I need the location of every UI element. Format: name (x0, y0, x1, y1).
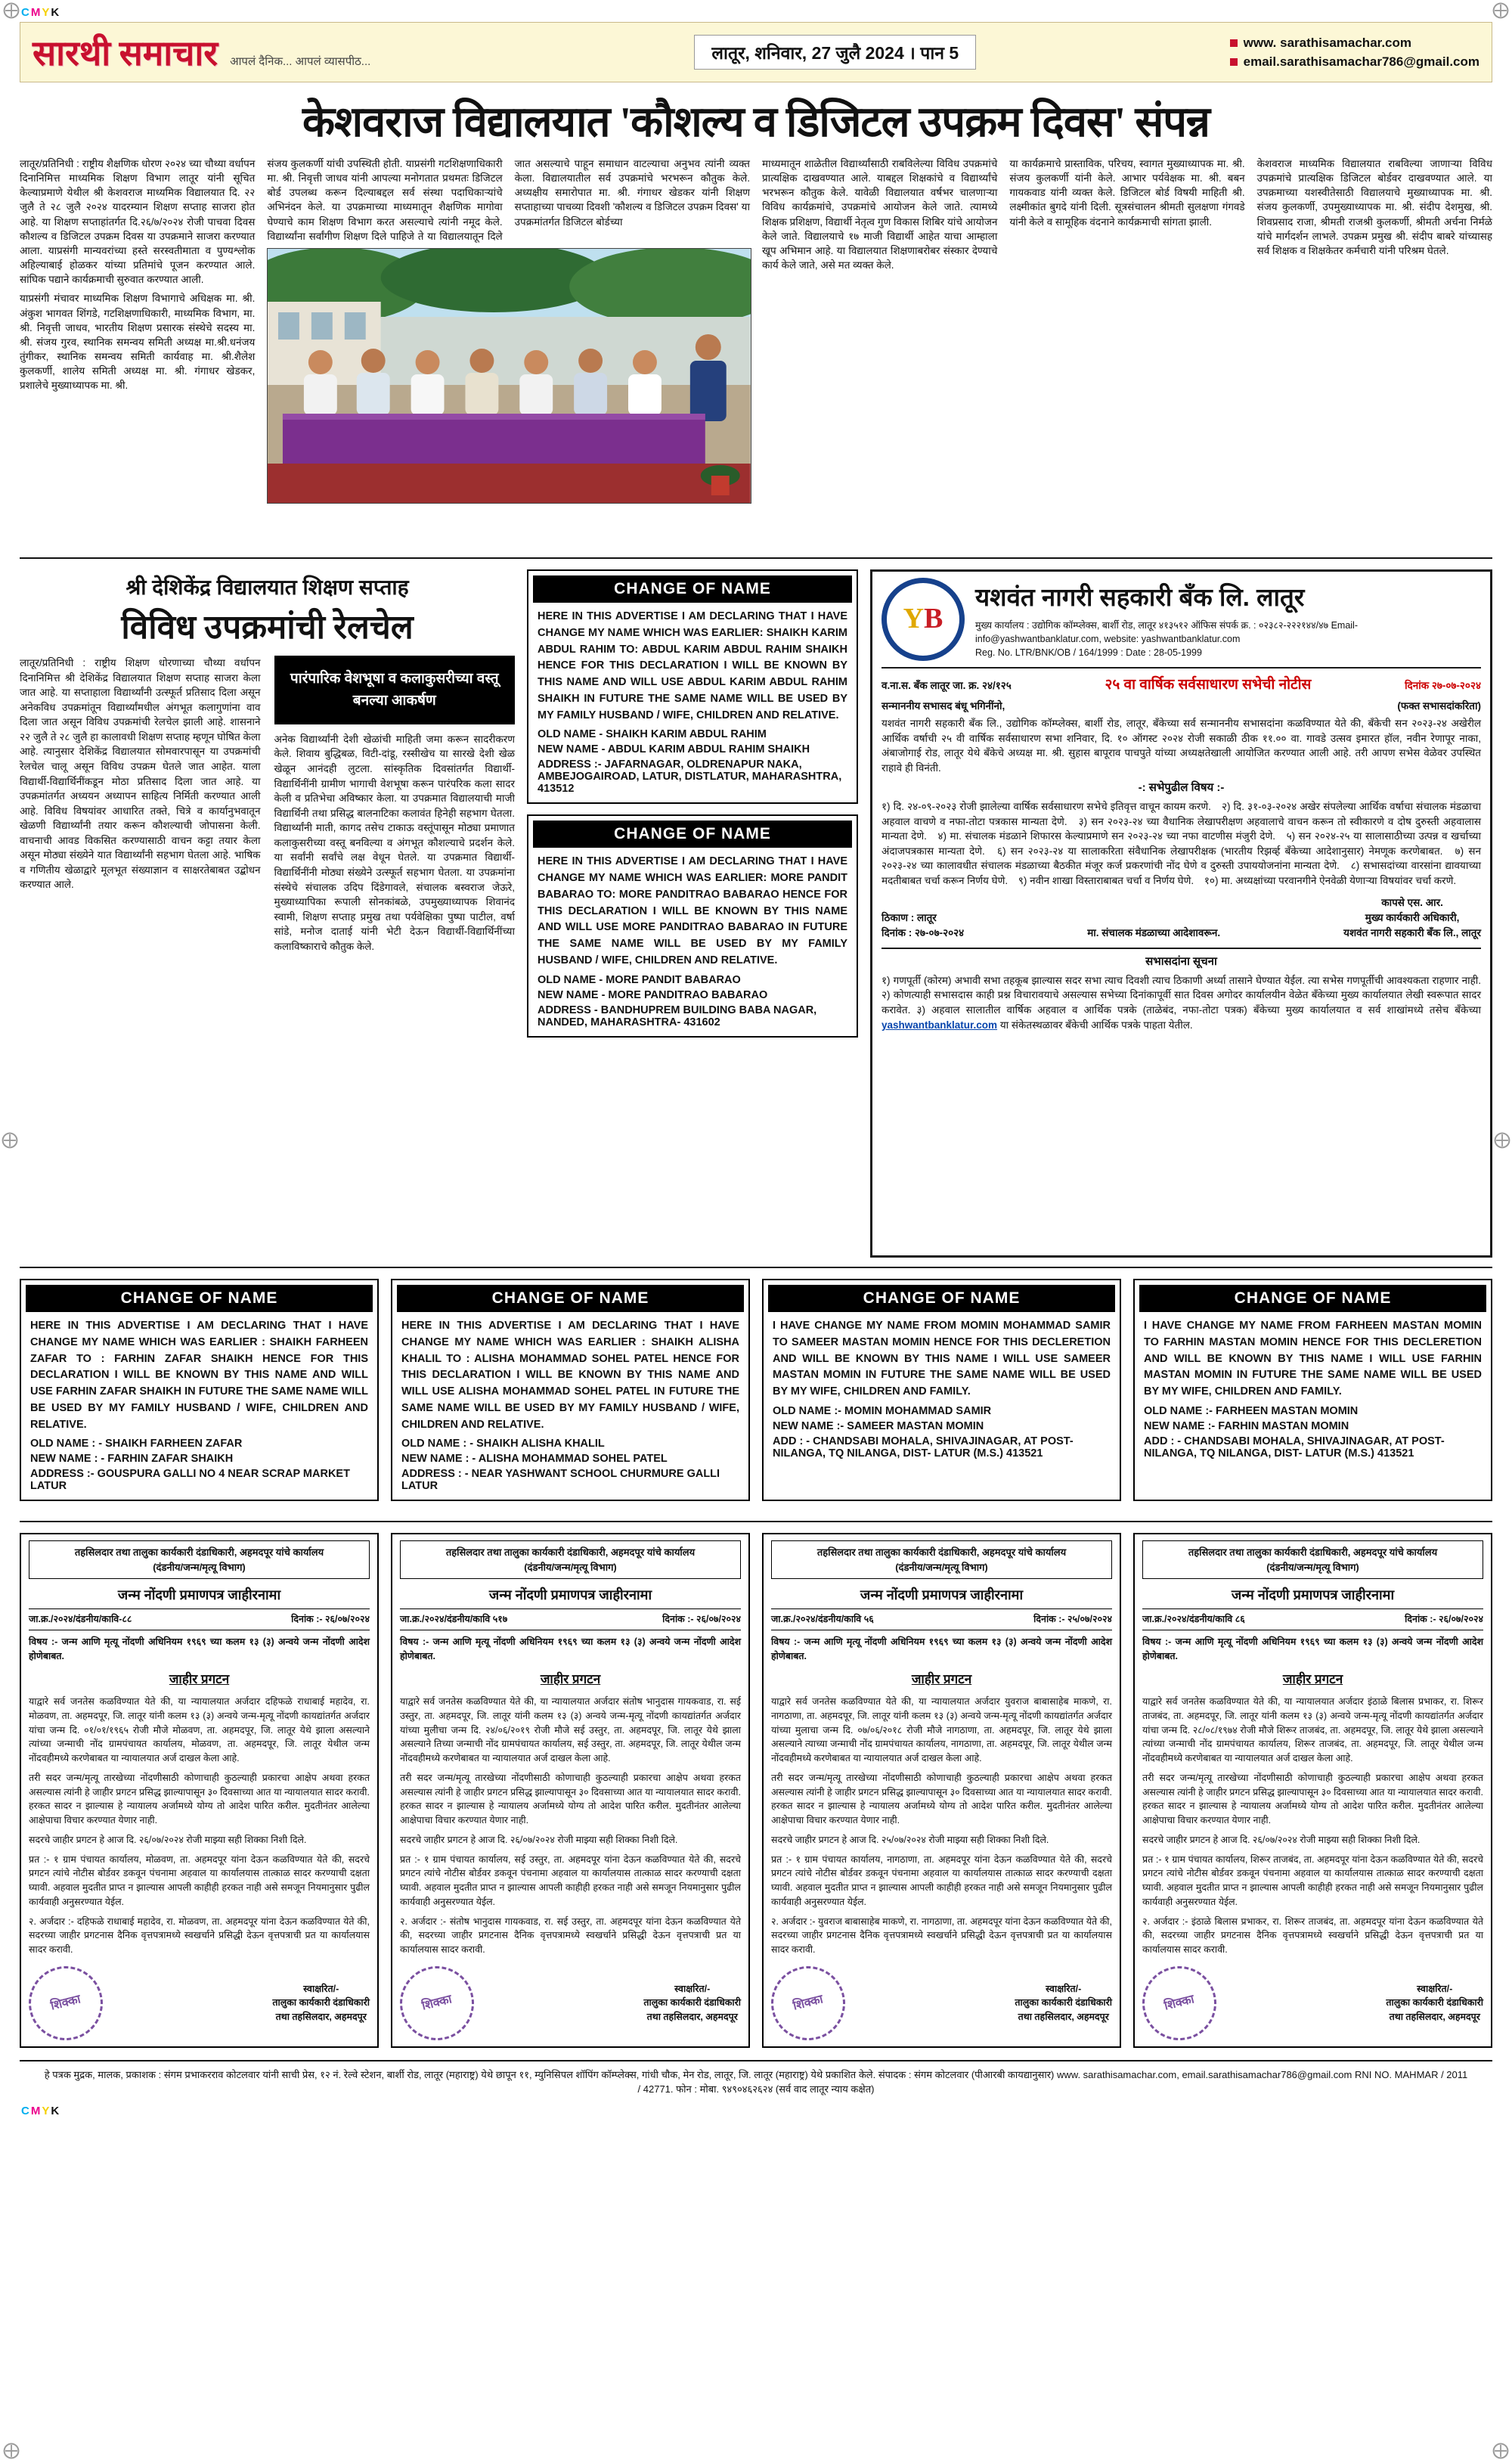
article-paragraph: अनेक विद्यार्थ्यांनी देशी खेळांची माहिती जमा करून सादरीकरण केले. शिवाय बुद्धिबळ, विटी-दांडू, रस्सीखेच या सारखे देशी खेळ खेळून आनंदही लुटला. सांस्कृतिक दिवसांतर्गत विद्यार्थी-विद्यार्थिनींनी ग्रामीण भागाची वेशभूषा करून पारंपरिक कला सादर केली व प्रतिभेचा अविष्कार केला. या उपक्रमात विद्यालयाची माजी विद्यार्थिनी तथा प्रसिद्ध बालनाटिका कलावंत हिनेही सहभाग घेतला. विद्यार्थ्यांनी माती, कागद तसेच टाकाऊ वस्तूंपासून मोठ्या प्रमाणात कलाकुसरीच्या वस्तू बनविल्या व अंगभूत कौशल्याचे प्रदर्शन केले. या सर्वांनी सर्वांचे लक्ष वेधून घेतले. या उपक्रमात विद्यार्थी-विद्यार्थिनींनी मोठ्या संख्येने उत्स्फूर्त सहभाग घेतला. या उपक्रमांना संस्थेचे संचालक उदिप दिंडेगावले, संचालक बस्वराज जेऊरे, मुख्याध्यापिका रूपाली सोनकांबळे, उपमुख्याध्यापक शिवानंद स्वामी, शिक्षण सप्ताह प्रमुख तथा पर्यवेक्षिका पुष्पा पाटील, वर्षा सांडे, मनोज दाताई यांनी भेटी देऊन विद्यार्थी-विद्यार्थिनींच्या कलाविष्काराचे कौतुक केले. (274, 733, 515, 952)
address-line: ADDRESS :- GOUSPURA GALLI NO 4 NEAR SCRAP MARKET LATUR (30, 1468, 350, 1493)
office-department: (दंडनीय/जन्म/मृत्यू विभाग) (153, 1561, 246, 1573)
lead-column-6 (1257, 157, 1492, 550)
notice-paragraph: तरी सदर जन्म/मृत्यू तारखेच्या नोंदणीसाठी कोणाचाही कुठल्याही प्रकारचा आक्षेप अथवा हरकत असल्यास त्यांनी हे जाहीर प्रगटन प्रसिद्ध झाल्यापासून ३० दिवसाच्या आत या न्यायालयात सादर करावी. हरकत सादर न झाल्यास हे न्यायालय अर्जामध्ये योग्य तो आदेश पारित करील. मुदतीनंतर आलेल्या आक्षेपाचा विचार करण्यात येणार नाही. (1142, 1772, 1483, 1826)
notice-date: दिनांक :- २६/०७/२०२४ (662, 1614, 741, 1625)
notice-header: CHANGE OF NAME (768, 1285, 1115, 1312)
notice-body: I HAVE CHANGE MY NAME FROM MOMIN MOHAMMAD SAMIR TO SAMEER MASTAN MOMIN HENCE FOR THIS DECLERETION AND WILL BE KNOWN BY THIS NAME I WILL USE SAMEER MASTAN MOMIN IN FUTURE THE SAME NAME WILL BE USED BY MY WIFE, CHILDREN AND FAMILY. (773, 1320, 1111, 1398)
old-name-line: OLD NAME : - SHAIKH ALISHA KHALIL (401, 1438, 605, 1450)
name-change-notice (1133, 1279, 1492, 1501)
signature-line: तालुका कार्यकारी दंडाधिकारी (643, 1997, 741, 2009)
signature-block (1386, 1982, 1483, 2024)
masthead-email-row (1230, 54, 1479, 70)
notice-subject: विषय :- जन्म आणि मृत्यू नोंदणी अधिनियम १९६९ च्या कलम १३ (३) अन्वये जन्म नोंदणी आदेश होणेबाबत. (771, 1636, 1112, 1661)
reference-number: जा.क्र./२०२४/दंडनीय/कावि ८६ (1142, 1614, 1245, 1625)
lead-paragraph: केशवराज माध्यमिक विद्यालयात राबविल्या जाणाऱ्या विविध उपक्रमांचे प्रात्यक्षिक डिजिटल बोर्डवर दाखवण्यात आले. या उपक्रमाच्या यशस्वीतेसाठी विद्यालयाचे मुख्याध्यापक मा. श्री. संजय कुलकर्णी, उपमुख्याध्यापक मा. श्री. संदीप देशमुख, श्री. शिवप्रसाद राजा, श्रीमती राजश्री कुलकर्णी, श्रीमती अर्चना निर्मळे यांचे मार्गदर्शन लाभले. उपक्रम प्रमुख श्री. संदीप बाबरे यांच्यासह सर्व शिक्षक व शिक्षकेतर कर्मचारी यांनी परिश्रम घेतले. (1256, 158, 1492, 256)
bank-logo (881, 578, 965, 661)
new-name-line: NEW NAME : - FARHIN ZAFAR SHAIKH (30, 1453, 234, 1466)
signature-line: स्वाक्षरित/- (674, 1983, 711, 1994)
old-name-line: OLD NAME : - SHAIKH FARHEEN ZAFAR (30, 1438, 243, 1450)
cmyk-print-mark (21, 2105, 1492, 2117)
officer-name: कापसे एस. आर. (1381, 897, 1443, 909)
office-department: (दंडनीय/जन्म/मृत्यू विभाग) (1266, 1561, 1359, 1573)
signature-block (1015, 1982, 1112, 2024)
name-change-notice (20, 1279, 379, 1501)
name-change-notice (391, 1279, 750, 1501)
cmyk-letter: M (30, 6, 42, 19)
birth-notice (20, 1533, 379, 2048)
agenda-item: ८) सभासदांच्या वारसांना द्यावयाच्या मदतीबाबत चर्चा करून निर्णय घेणे. (881, 860, 1481, 886)
address-line: ADD : - CHANDSABI MOHALA, SHIVAJINAGAR, AT POST- NILANGA, TQ NILANGA, DIST- LATUR (M.S.) 413521 (773, 1435, 1074, 1460)
officer-designation: मुख्य कार्यकारी अधिकारी, (1365, 912, 1460, 924)
bank-advertisement (870, 569, 1492, 1258)
bank-logo-letter: Y (903, 603, 925, 635)
bank-address: मुख्य कार्यालय : उद्योगिक कॉम्प्लेक्स, बार्शी रोड, लातूर ४१३५१२ ऑफिस संपर्क क्र. : ०२३८२-२२२१४४/४७ Email-info@yashwantbanklatur.com, website: yashwantbanklatur.com (975, 619, 1358, 644)
notice-title: जन्म नोंदणी प्रमाणपत्र जाहीरनामा (488, 1587, 652, 1603)
notice-subject: विषय :- जन्म आणि मृत्यू नोंदणी अधिनियम १९६९ च्या कलम १३ (३) अन्वये जन्म नोंदणी आदेश होणेबाबत. (29, 1636, 370, 1661)
middle-section (20, 569, 1492, 1268)
bank-registration: Reg. No. LTR/BNK/OB / 164/1999 : Date : 28-05-1999 (975, 647, 1202, 658)
new-name-line: NEW NAME : - ALISHA MOHAMMAD SOHEL PATEL (401, 1453, 668, 1466)
notice-paragraph: २. अर्जदार :- युवराज बाबासाहेब माकणे, रा. नागठाणा, ता. अहमदपूर यांना देऊन कळविण्यात येते की, सदरच्या जाहीर प्रगटनास दैनिक वृत्तपत्रामध्ये स्वखर्चाने प्रसिद्धी देऊन वृत्तपत्राची प्रत या कार्यालयास सादर करावी. (771, 1916, 1112, 1955)
office-header (1142, 1540, 1483, 1579)
notice-place: ठिकाण : लातूर (881, 912, 937, 924)
office-department: (दंडनीय/जन्म/मृत्यू विभाग) (524, 1561, 617, 1573)
lead-column-5 (1009, 157, 1244, 550)
notice-subject: विषय :- जन्म आणि मृत्यू नोंदणी अधिनियम १९६९ च्या कलम १३ (३) अन्वये जन्म नोंदणी आदेश होणेबाबत. (1142, 1636, 1483, 1661)
signature-block (643, 1982, 741, 2024)
cmyk-letter: C (21, 2104, 31, 2117)
registration-mark-icon: ⨁ (1494, 1130, 1510, 1149)
notice-paragraph: याद्वारे सर्व जनतेस कळविण्यात येते की, या न्यायालयात अर्जदार दहिफळे राधाबाई महादेव, रा. मोळवण, ता. अहमदपूर, जि. लातूर यांनी कलम १३ (३) अन्वये जन्म-मृत्यू नोंदणी कायद्यांतर्गत अर्जदार यांचा जन्म दि. ०१/०१/१९६५ रोजी मौजे मोळवण, ता. अहमदपूर, जि. लातूर येथे झाला असल्याने त्यांच्या जन्माची नोंद ग्रामपंचायत कार्यालय, मोळवण, ता. अहमदपूर, जि. लातूर येथील जन्म नोंदवहीमध्ये करणेबाबत या न्यायालयात अर्ज दाखल केला आहे. (29, 1696, 370, 1764)
imprint-text: हे पत्रक मुद्रक, मालक, प्रकाशक : संगम प्रभाकरराव कोटलवार यांनी साची प्रेस, १२ नं. रेल्वे स्टेशन, बार्शी रोड, लातूर (महाराष्ट्र) येथे छापून ११, म्युनिसिपल शॉपिंग कॉम्प्लेक्स, गांधी चौक, मेन रोड, लातूर, जि. लातूर (महाराष्ट्र) येथे प्रकाशित केले. संपादक : संगम कोटलवार (पीआरबी कायद्यानुसार) www. sarathisamachar.com, email.sarathisamachar786@gmail.com RNI NO. MAHMAR / 2011 / 42771. फोन : मोबा. ९४९०४६२६२४ (सर्व वाद लातूर न्याय कक्षेत) (44, 2068, 1468, 2095)
notice-paragraph: याद्वारे सर्व जनतेस कळविण्यात येते की, या न्यायालयात अर्जदार इंठाळे बिलास प्रभाकर, रा. शिरूर ताजबंद, ता. अहमदपूर, जि. लातूर यांनी कलम १३ (३) अन्वये जन्म-मृत्यू नोंदणी कायद्यांतर्गत अर्जदार यांचा जन्म दि. २८/०८/१९७४ रोजी मौजे शिरूर ताजबंद, ता. अहमदपूर, जि. लातूर येथे झाला असल्याने त्यांच्या जन्माची नोंद ग्रामपंचायत कार्यालय, शिरूर ताजबंद, ता. अहमदपूर, जि. लातूर येथील जन्म नोंदवहीमध्ये करणेबाबत या न्यायालयात अर्ज दाखल केला आहे. (1142, 1696, 1483, 1764)
second-article-body (20, 656, 515, 954)
address-line: ADDRESS :- JAFARNAGAR, OLDRENAPUR NAKA, AMBEJOGAIROAD, LATUR, DISTLATUR, MAHARASHTRA, 413512 (538, 758, 842, 796)
signature-line: तथा तहसिलदार, अहमदपूर (1389, 2012, 1480, 2023)
signature-block (272, 1982, 370, 2024)
reference-number: जा.क्र./२०२४/दंडनीय/कावि-८८ (29, 1614, 132, 1625)
agm-notice-title: २५ वा वार्षिक सर्वसाधारण सभेची नोटीस (1105, 677, 1312, 693)
notice-paragraph: २. अर्जदार :- संतोष भानुदास गायकवाड, रा. सई उस्तुर, ता. अहमदपूर यांना देऊन कळविण्यात येते की, सदरच्या जाहीर प्रगटनास दैनिक वृत्तपत्रामध्ये स्वखर्चाने प्रसिद्धी देऊन वृत्तपत्राची प्रत या कार्यालयास सादर करावी. (400, 1916, 741, 1955)
signature-line: स्वाक्षरित/- (1046, 1983, 1082, 1994)
registration-mark-icon: ⨁ (1492, 2440, 1509, 2459)
lead-paragraph: लातूर/प्रतिनिधी : राष्ट्रीय शैक्षणिक धोरण २०२४ च्या चौथ्या वर्धापन दिनानिमित्त माध्यमिक शिक्षण विभाग लातूर यांनी सूचित केल्याप्रमाणे येथील श्री केशवराज माध्यमिक विद्यालयात दि. २२ जुलै ते २८ जुलै २०२४ यादरम्यान शिक्षण सप्ताह साजरा होत आहे. या शिक्षण सप्ताहांतर्गत दि.२६/७/२०२४ रोजी पाचवा दिवस कौशल्य व डिजिटल उपक्रम दिवस या उपक्रमाने साजरा करण्यात आला. याप्रसंगी मान्यवरांच्या हस्ते सरस्वतीमाता व पुण्यश्लोक अहिल्याबाई होळकर यांच्या प्रतिमांचे पूजन करण्यात आले. सांघिक पद्याने कार्यक्रमाची सुरुवात करण्यात आली. (20, 158, 256, 286)
proclamation-heading: जाहीर प्रगटन (1282, 1671, 1343, 1686)
official-stamp: शिक्का (392, 1958, 482, 2048)
signature-line: तालुका कार्यकारी दंडाधिकारी (272, 1997, 370, 2009)
notice-date: दिनांक :- २६/०७/२०२४ (1405, 1614, 1483, 1625)
agenda-item: ९) नवीन शाखा विस्ताराबाबत चर्चा व निर्णय घेणे. (1018, 874, 1194, 886)
address-line: ADDRESS : - NEAR YASHWANT SCHOOL CHURMURE GALLI LATUR (401, 1468, 720, 1493)
by-order-line: मा. संचालक मंडळाच्या आदेशावरून. (1087, 926, 1221, 938)
dateline: लातूर, शनिवार, 27 जुलै 2024 । पान 5 (694, 35, 976, 70)
signature-line: स्वाक्षरित/- (303, 1983, 339, 1994)
notice-paragraph: २. अर्जदार :- दहिफळे राधाबाई महादेव, रा. मोळवण, ता. अहमदपूर यांना देऊन कळविण्यात येते की, सदरच्या जाहीर प्रगटनास दैनिक वृत्तपत्रामध्ये स्वखर्चाने प्रसिद्धी देऊन वृत्तपत्राची प्रत या कार्यालयास सादर करावी. (29, 1916, 370, 1955)
agenda-item: २) दि. ३१-०३-२०२४ अखेर संपलेल्या आर्थिक वर्षाचा संचालक मंडळाचा अहवाल वाचणे व नफा-तोटा पत्रकास मान्यता देणे. (881, 801, 1481, 827)
notice-header: CHANGE OF NAME (26, 1285, 373, 1312)
salutation: सन्माननीय सभासद बंधू भगिनींनो, (881, 700, 1005, 712)
bank-ref-number: व.ना.स. बँक लातूर जा. क्र. २४/१२५ (881, 680, 1012, 691)
bank-name: यशवंत नागरी सहकारी बँक लि. लातूर (975, 582, 1305, 611)
reference-number: जा.क्र./२०२४/दंडनीय/कावि ५६ (771, 1614, 874, 1625)
notice-paragraph: सदरचे जाहीर प्रगटन हे आज दि. २६/०७/२०२४ रोजी माझ्या सही शिक्का निशी दिले. (1142, 1834, 1421, 1845)
agenda-item: १०) मा. अध्यक्षांच्या परवानगीने ऐनवेळी येणाऱ्या विषयांवर चर्चा करणे. (1204, 874, 1457, 886)
new-name-line: NEW NAME - MORE PANDITRAO BABARAO (538, 988, 768, 1001)
second-article-kicker: श्री देशिकेंद्र विद्यालयात शिक्षण सप्ताह (125, 575, 409, 599)
new-name-line: NEW NAME :- SAMEER MASTAN MOMIN (773, 1419, 984, 1432)
notice-paragraph: प्रत :- १ ग्राम पंचायत कार्यालय, सई उस्तुर, ता. अहमदपूर यांना देऊन कळविण्यात येते की, सदरचे प्रगटन त्यांचे नोटीस बोर्डवर डकवून पंचनामा अहवाल या कार्यालयास तात्काळ सादर करण्याची दक्षता घ्यावी. अहवाल मुदतीत प्राप्त न झाल्यास आपली काहीही हरकत नाही असे समजून नियमानुसार पुढील कार्यवाही अनुसरण्यात येईल. (400, 1854, 741, 1907)
highlight-box: पारंपारिक वेशभूषा व कलाकुसरीच्या वस्तू बनल्या आकर्षण (274, 656, 516, 724)
notice-date: दिनांक :- २६/०७/२०२४ (291, 1614, 370, 1625)
notice-body: HERE IN THIS ADVERTISE I AM DECLARING THAT I HAVE CHANGE MY NAME WHICH WAS EARLIER: SHAIKH KARIM ABDUL RAHIM TO: ABDUL KARIM ABDUL RAHIM SHAIKH HENCE FOR THIS DECLARATION I WILL BE KNOWN BY THIS NAME AND WILL USE ABDUL KARIM ABDUL RAHIM SHAIKH IN FUTURE THE SAME NAME WILL BE USED BY MY FAMILY HUSBAND / WIFE, CHILDREN AND RELATIVE. (538, 610, 847, 721)
old-name-line: OLD NAME :- FARHEEN MASTAN MOMIN (1144, 1404, 1359, 1417)
members-note-heading: सभासदांना सूचना (881, 948, 1481, 970)
signature-line: तथा तहसिलदार, अहमदपूर (646, 2012, 738, 2023)
lead-paragraph: संजय कुलकर्णी यांची उपस्थिती होती. याप्रसंगी गटशिक्षणाधिकारी मा. श्री. निवृत्ती जाधव यांनी आपल्या मनोगतात प्रथमतः डिजिटल बोर्ड उपलब्ध करून दिल्याबद्दल सर्व संस्था पदाधिकाऱ्यांचे अभिनंदन केले. या उपक्रमाच्या माध्यमातून शैक्षणिक मागोवा घेण्याचे काम शिक्षण विभाग करत असल्याचे त्यांनी नमूद केले. विद्यार्थ्यांना सर्वांगीण शिक्षण दिले पाहिजे ते या विद्यालयातून दिले जात असल्याचे पाहून समाधान वाटल्याचा अनुभव त्यांनी व्यक्त केला. विद्यालयातील सर्व उपक्रमांचे भरभरून कौतुक केले. अध्यक्षीय समारोपात मा. श्री. गंगाधर खेडकर यांनी शिक्षण सप्ताहाच्या पाचव्या दिवशी 'कौशल्य व डिजिटल उपक्रम दिवस' या उपक्रमांतर्गत डिजिटल बोर्डच्या (267, 158, 750, 242)
lead-photo-block (267, 157, 750, 550)
office-header (771, 1540, 1112, 1579)
notice-subject: विषय :- जन्म आणि मृत्यू नोंदणी अधिनियम १९६९ च्या कलम १३ (३) अन्वये जन्म नोंदणी आदेश होणेबाबत. (400, 1636, 741, 1661)
office-name: तहसिलदार तथा तालुका कार्यकारी दंडाधिकारी, अहमदपूर यांचे कार्यालय (74, 1546, 324, 1559)
newspaper-tagline: आपलं दैनिक... आपलं व्यासपीठ... (230, 55, 371, 68)
lead-paragraph: या कार्यक्रमाचे प्रास्ताविक, परिचय, स्वागत मुख्याध्यापक मा. श्री. संजय कुलकर्णी यांनी केले. आभार पर्यवेक्षक मा. श्री. बबन गायकवाड यांनी व्यक्त केले. डिजिटल बोर्ड विषयी माहिती श्री. लक्ष्मीकांत बुगदे यांनी दिली. सूत्रसंचालन श्रीमती सुलक्षणा गंगवडे यांनी केले व सामूहिक वंदनाने कार्यक्रमाची सांगता झाली. (1009, 158, 1245, 228)
masthead-website-row (1230, 36, 1479, 51)
name-change-notice (527, 814, 858, 1037)
signature-line: स्वाक्षरित/- (1417, 1983, 1453, 1994)
birth-notice (762, 1533, 1121, 2048)
members-only-note: (फक्त सभासदांकरिता) (1397, 700, 1481, 712)
birth-notice-row (20, 1533, 1492, 2048)
cmyk-letter: K (51, 6, 61, 19)
notice-header: CHANGE OF NAME (1139, 1285, 1486, 1312)
notice-paragraph: सदरचे जाहीर प्रगटन हे आज दि. २६/०७/२०२४ रोजी माझ्या सही शिक्का निशी दिले. (29, 1834, 307, 1845)
members-note (881, 973, 1481, 1032)
notice-body: I HAVE CHANGE MY NAME FROM FARHEEN MASTAN MOMIN TO FARHIN MASTAN MOMIN HENCE FOR THIS DECLERETION AND WILL BE KNOWN BY THIS NAME I WILL USE FARHIN MASTAN MOMIN IN FUTURE THE SAME NAME WILL BE USED BY MY WIFE, CHILDREN AND FAMILY. (1144, 1320, 1482, 1398)
lead-paragraph: याप्रसंगी मंचावर माध्यमिक शिक्षण विभागाचे अधिक्षक मा. श्री. अंकुश भागवत शिंगडे, गटशिक्षणाधिकारी, माध्यमिक विभाग, मा. श्री. निवृत्ती जाधव, भारतीय शिक्षण प्रसारक संस्थेचे सदस्य मा. श्री. संजय गुरव, स्थानिक समन्वय समिती अध्यक्ष मा.श्री.धनंजय तुंगीकर, स्थानिक समन्वय समिती कार्यवाह मा. श्री.शैलेश कुलकर्णी, शालेय समिती अध्यक्ष मा. श्री. गंगाधर खेडकर, प्रशालेचे मुख्याध्यापक मा. श्री. (20, 293, 256, 392)
office-header (29, 1540, 370, 1579)
notice-date: दिनांक :- २५/०७/२०२४ (1033, 1614, 1112, 1625)
notice-paragraph: याद्वारे सर्व जनतेस कळविण्यात येते की, या न्यायालयात अर्जदार युवराज बाबासाहेब माकणे, रा. नागठाणा, ता. अहमदपूर, जि. लातूर यांनी कलम १३ (३) अन्वये जन्म-मृत्यू नोंदणी कायद्यांतर्गत अर्जदार यांच्या मुलाचा जन्म दि. ०७/०६/२०१८ रोजी मौजे नागठाणा, ता. अहमदपूर, जि. लातूर येथे झाला असल्याने त्याच्या जन्माची नोंद ग्रामपंचायत कार्यालय, नागठाणा, ता. अहमदपूर, जि. लातूर येथील जन्म नोंदवहीमध्ये करणेबाबत या न्यायालयात अर्ज दाखल केला आहे. (771, 1696, 1112, 1764)
imprint-footer (20, 2060, 1492, 2100)
notice-body: HERE IN THIS ADVERTISE I AM DECLARING THAT I HAVE CHANGE MY NAME WHICH WAS EARLIER : SHAIKH ALISHA KHALIL TO : ALISHA MOHAMMAD SOHEL PATEL HENCE FOR THIS DECLARATION I WILL BE KNOWN BY THIS NAME AND WILL USE ALISHA MOHAMMAD SOHEL PATEL IN FUTURE THE SAME NAME WILL BE USED BY MY FAMILY HUSBAND / WIFE, CHILDREN AND RELATIVE. (401, 1320, 739, 1431)
bullet-icon (1230, 39, 1238, 47)
notice-title: जन्म नोंदणी प्रमाणपत्र जाहीरनामा (860, 1587, 1024, 1603)
official-stamp: शिक्का (1135, 1958, 1225, 2048)
masthead (20, 22, 1492, 82)
lead-column-1 (20, 157, 255, 550)
signature-line: तथा तहसिलदार, अहमदपूर (1018, 2012, 1109, 2023)
old-name-line: OLD NAME - SHAIKH KARIM ABDUL RAHIM (538, 728, 767, 741)
proclamation-heading: जाहीर प्रगटन (169, 1671, 230, 1686)
notice-paragraph: प्रत :- १ ग्राम पंचायत कार्यालय, नागठाणा, ता. अहमदपूर यांना देऊन कळविण्यात येते की, सदरचे प्रगटन त्यांचे नोटीस बोर्डवर डकवून पंचनामा अहवाल या कार्यालयास तात्काळ सादर करण्याची दक्षता घ्यावी. अहवाल मुदतीत प्राप्त न झाल्यास आपली काहीही हरकत नाही असे समजून नियमानुसार पुढील कार्यवाही अनुसरण्यात येईल. (771, 1854, 1112, 1907)
agenda-item: ६) सन २०२३-२४ या सालाकरिता संवैधानिक लेखापरीक्षक (भारतीय रिझर्व्ह बँकेच्या आदेशानुसार) नेमणूक करणेबाबत. (997, 845, 1443, 857)
notice-paragraph: सदरचे जाहीर प्रगटन हे आज दि. २५/०७/२०२४ रोजी माझ्या सही शिक्का निशी दिले. (771, 1834, 1049, 1845)
cmyk-letter: K (51, 2104, 61, 2117)
lead-columns-2-3 (267, 157, 750, 244)
proclamation-heading: जाहीर प्रगटन (911, 1671, 972, 1686)
notice-header: CHANGE OF NAME (533, 575, 852, 603)
new-name-line: NEW NAME - ABDUL KARIM ABDUL RAHIM SHAIKH (538, 743, 810, 756)
address-line: ADD : - CHANDSABI MOHALA, SHIVAJINAGAR, AT POST- NILANGA, TQ NILANGA, DIST- LATUR (M.S.) 413521 (1144, 1435, 1445, 1460)
agm-paragraph: यशवंत नागरी सहकारी बँक लि., उद्योगिक कॉम्प्लेक्स, बार्शी रोड, लातूर, बँकेच्या सर्व सन्माननीय सभासदांना कळविण्यात येते की, बँकेची सन २०२३-२४ अखेरील आर्थिक वर्षाची २५ वी वार्षिक सर्वसाधारण सभा शनिवार, दि. १० ऑगस्ट २०२४ रोजी सकाळी ठीक ११.०० वा. गावडे उत्सव इमारत हॉल, नवीन रेणापूर नाका, अंबाजोगाई रोड, लातूर येथे बँकेचे अध्यक्ष मा. श्री. सुहास बापूराव पाचपुते यांच्या अध्यक्षतेखाली आयोजित करण्यात आली आहे. तरी आपण सभेस वेळेवर उपस्थित राहावे ही विनंती. (881, 718, 1481, 774)
name-change-row (20, 1279, 1492, 1522)
bank-website-link[interactable]: yashwantbanklatur.com (881, 1019, 998, 1031)
cmyk-letter: Y (42, 6, 51, 19)
lead-article (20, 157, 1492, 559)
lead-column-4 (762, 157, 997, 550)
bank-logo-letter: B (924, 603, 943, 635)
agenda-list (881, 799, 1481, 888)
birth-notice (391, 1533, 750, 2048)
second-article-headline: विविध उपक्रमांची रेलचेल (121, 609, 414, 646)
name-change-column (527, 569, 858, 1258)
event-photo (267, 248, 751, 504)
office-header (400, 1540, 741, 1579)
cmyk-print-mark (21, 6, 1492, 19)
agenda-heading: -: सभेपुढील विषय :- (1138, 781, 1225, 795)
notice-date-2: दिनांक : २७-०७-२०२४ (881, 926, 965, 938)
proclamation-heading: जाहीर प्रगटन (540, 1671, 601, 1686)
old-name-line: OLD NAME :- MOMIN MOHAMMAD SAMIR (773, 1404, 992, 1417)
office-department: (दंडनीय/जन्म/मृत्यू विभाग) (895, 1561, 988, 1573)
officer-organisation: यशवंत नागरी सहकारी बँक लि., लातूर (1343, 926, 1481, 938)
newspaper-title: सारथी समाचार (33, 34, 218, 73)
notice-paragraph: याद्वारे सर्व जनतेस कळविण्यात येते की, या न्यायालयात अर्जदार संतोष भानुदास गायकवाड, रा. सई उस्तुर, ता. अहमदपूर, जि. लातूर यांनी कलम १३ (३) अन्वये जन्म-मृत्यू नोंदणी कायद्यांतर्गत अर्जदार यांच्या मुलीचा जन्म दि. २४/०६/२०१९ रोजी मौजे सई उस्तुर, ता. अहमदपूर, जि. लातूर येथे झाला असल्याने तिच्या जन्माची नोंद ग्रामपंचायत कार्यालय, सई उस्तुर, ता. अहमदपूर, जि. लातूर येथील जन्म नोंदवहीमध्ये करणेबाबत या न्यायालयात अर्ज दाखल केला आहे. (400, 1696, 741, 1764)
cmyk-letter: M (30, 2104, 42, 2117)
second-article (20, 569, 515, 1258)
notice-header: CHANGE OF NAME (397, 1285, 744, 1312)
office-name: तहसिलदार तथा तालुका कार्यकारी दंडाधिकारी, अहमदपूर यांचे कार्यालय (445, 1546, 696, 1559)
birth-notice (1133, 1533, 1492, 2048)
agm-notice-date: दिनांक २७-०७-२०२४ (1405, 680, 1481, 691)
registration-mark-icon: ⨁ (1492, 0, 1509, 19)
website-link[interactable]: www. sarathisamachar.com (1243, 35, 1412, 50)
official-stamp: शिक्का (21, 1958, 111, 2048)
reference-number: जा.क्र./२०२४/दंडनीय/कावि ५१७ (400, 1614, 508, 1625)
agenda-item: ७) सन २०२३-२४ च्या कालावधीत संचालक मंडळाच्या बैठकीत मंजूर कर्ज प्रकरणांची नोंद घेणे व दुरुस्ती उपाययोजनांना मान्यता देणे. (881, 845, 1481, 872)
old-name-line: OLD NAME - MORE PANDIT BABARAO (538, 973, 741, 986)
lead-headline: केशवराज विद्यालयात 'कौशल्य व डिजिटल उपक्रम दिवस' संपन्न (302, 99, 1210, 146)
notice-paragraph: प्रत :- १ ग्राम पंचायत कार्यालय, मोळवण, ता. अहमदपूर यांना देऊन कळविण्यात येते की, सदरचे प्रगटन त्यांचे नोटीस बोर्डवर डकवून पंचनामा अहवाल या कार्यालयास तात्काळ सादर करण्याची दक्षता घ्यावी. अहवाल मुदतीत प्राप्त न झाल्यास आपली काहीही हरकत नाही असे समजून नियमानुसार पुढील कार्यवाही अनुसरण्यात येईल. (29, 1854, 370, 1907)
signature-line: तथा तहसिलदार, अहमदपूर (275, 2012, 367, 2023)
office-name: तहसिलदार तथा तालुका कार्यकारी दंडाधिकारी, अहमदपूर यांचे कार्यालय (816, 1546, 1067, 1559)
agenda-item: ५) सन २०२४-२५ या सालासाठीच्या उत्पन्न व खर्चाच्या अंदाजपत्रकास मान्यता देणे. (881, 830, 1481, 857)
name-change-notice (527, 569, 858, 804)
bullet-icon (1230, 58, 1238, 66)
new-name-line: NEW NAME :- FARHIN MASTAN MOMIN (1144, 1419, 1349, 1432)
notice-body: HERE IN THIS ADVERTISE I AM DECLARING THAT I HAVE CHANGE MY NAME WHICH WAS EARLIER: MORE PANDIT BABARAO TO: MORE PANDITRAO BABARAO HENCE FOR THIS DECLARATION I WILL BE KNOWN BY THIS NAME AND WILL USE MORE PANDITRAO BABARAO IN FUTURE THE SAME NAME WILL BE USED BY MY FAMILY HUSBAND / WIFE, CHILDREN AND RELATIVE. (538, 855, 847, 966)
signature-line: तालुका कार्यकारी दंडाधिकारी (1015, 1997, 1112, 2009)
cmyk-letter: Y (42, 2104, 51, 2117)
signature-line: तालुका कार्यकारी दंडाधिकारी (1386, 1997, 1483, 2009)
agenda-item: ४) मा. संचालक मंडळाने शिफारस केल्याप्रमाणे सन २०२३-२४ च्या नफा वाटणीस मंजुरी देणे. (937, 830, 1275, 842)
notice-title: जन्म नोंदणी प्रमाणपत्र जाहीरनामा (117, 1587, 281, 1603)
notice-header: CHANGE OF NAME (533, 821, 852, 848)
article-paragraph: लातूर/प्रतिनिधी : राष्ट्रीय शिक्षण धोरणाच्या चौथ्या वर्धापन दिनानिमित्त श्री देशिकेंद्र विद्यालयात शिक्षण सप्ताह साजरा केला जात आहे. या सप्ताहाला विद्यार्थ्यांनी उत्स्फूर्त प्रतिसाद दिला असून अनेकविध उपक्रमांतून विद्यार्थ्यांमधील अंगभूत कलागुणांना वाव दिला जात असून विविध उपक्रमांची रेलचेल झाली आहे. शासनाने २२ जुलै ते २८ जुलै हा कालावधी शिक्षण सप्ताह म्हणून घोषित केला आहे. त्यानुसार देशिकेंद्र विद्यालयात सोमवारपासून या उपक्रमांची रेलचेल चालू असून विविध उपक्रम घेतले जात आहेत. याला विद्यार्थी-विद्यार्थिनींकडून मोठा प्रतिसाद दिला जात आहे. या उपक्रमांतर्गत अध्ययन अध्यापन साहित्य निर्मिती करण्यात आली आहे. विविध विषयांवर आधारित तक्ते, चित्रे व कार्यानुभवातून खेळणी विद्यार्थ्यांनी तयार करून कौशल्याची जोपासना केली. वाचनाची आवड विकसित करण्यासाठी वाचन कट्टा तयार केला असून मोठ्या संख्येने यात विद्यार्थ्यांनी सहभाग घेतला आहे. भाषिक व गणितीय खेळाद्वारे मूलभूत संख्याज्ञान व साक्षरतेबाबत उद्बोधन करण्यात आले. (20, 657, 261, 891)
name-change-notice (762, 1279, 1121, 1501)
notice-paragraph: तरी सदर जन्म/मृत्यू तारखेच्या नोंदणीसाठी कोणाचाही कुठल्याही प्रकारचा आक्षेप अथवा हरकत असल्यास त्यांनी हे जाहीर प्रगटन प्रसिद्ध झाल्यापासून ३० दिवसाच्या आत या न्यायालयात सादर करावी. हरकत सादर न झाल्यास हे न्यायालय अर्जामध्ये योग्य तो आदेश पारित करील. मुदतीनंतर आलेल्या आक्षेपाचा विचार करण्यात येणार नाही. (400, 1772, 741, 1826)
registration-mark-icon: ⨁ (3, 0, 20, 19)
members-note-text: १) गणपूर्ती (कोरम) अभावी सभा तहकूब झाल्यास सदर सभा त्याच दिवशी त्याच ठिकाणी अर्ध्या तासाने घेण्यात येईल. त्या सभेस गणपूर्तीची आवश्यकता राहणार नाही. २) कोणत्याही सभासदास काही प्रश्न विचारावयाचे असल्यास सभेच्या दिनांकापूर्वी सात दिवस अगोदर कार्यालयीन वेळेत बँकेच्या मुख्य कार्यालयात लेखी स्वरूपात सादर करावेत. ३) अहवाल सालातील वार्षिक अहवाल व आर्थिक पत्रके (ताळेबंद, नफा-तोटा पत्रक) बँकेच्या मुख्य कार्यालयात व सर्व शाखांमध्ये तसेच बँकेच्या (881, 974, 1481, 1016)
notice-title: जन्म नोंदणी प्रमाणपत्र जाहीरनामा (1231, 1587, 1395, 1603)
notice-paragraph: तरी सदर जन्म/मृत्यू तारखेच्या नोंदणीसाठी कोणाचाही कुठल्याही प्रकारचा आक्षेप अथवा हरकत असल्यास त्यांनी हे जाहीर प्रगटन प्रसिद्ध झाल्यापासून ३० दिवसाच्या आत या न्यायालयात सादर करावी. हरकत सादर न झाल्यास हे न्यायालय अर्जामध्ये योग्य तो आदेश पारित करील. मुदतीनंतर आलेल्या आक्षेपाचा विचार करण्यात येणार नाही. (29, 1772, 370, 1826)
notice-body: HERE IN THIS ADVERTISE I AM DECLARING THAT I HAVE CHANGE MY NAME WHICH WAS EARLIER : SHAIKH FARHEEN ZAFAR TO : FARHIN ZAFAR SHAIKH HENCE FOR THIS DECLARATION I WILL BE KNOWN BY THIS NAME AND WILL USE FARHIN ZAFAR SHAIKH IN FUTURE THE SAME NAME WILL BE USED BY MY FAMILY HUSBAND / WIFE, CHILDREN AND RELATIVE. (30, 1320, 368, 1431)
notice-paragraph: तरी सदर जन्म/मृत्यू तारखेच्या नोंदणीसाठी कोणाचाही कुठल्याही प्रकारचा आक्षेप अथवा हरकत असल्यास त्यांनी हे जाहीर प्रगटन प्रसिद्ध झाल्यापासून ३० दिवसाच्या आत या न्यायालयात सादर करावी. हरकत सादर न झाल्यास हे न्यायालय अर्जामध्ये योग्य तो आदेश पारित करील. मुदतीनंतर आलेल्या आक्षेपाचा विचार करण्यात येणार नाही. (771, 1772, 1112, 1826)
registration-mark-icon: ⨁ (2, 1130, 18, 1149)
lead-paragraph: माध्यमातून शाळेतील विद्यार्थ्यांसाठी राबविलेल्या विविध उपक्रमांचे प्रात्यक्षिक दाखवण्यात आले. याबद्दल शिक्षकांचे व विद्यार्थ्यांचे भरभरून कौतुक केले. यावेळी विद्यालयात वर्षभर चालणाऱ्या विविध कार्यक्रमांचे, उपक्रमांचे आयोजन केले जाते. त्यामध्ये शिक्षक प्रशिक्षण, विद्यार्थी नेतृत्व गुण विकास शिबिर यांचे आयोजन केले जाते. विद्यालयाचे १७ माजी विद्यार्थी आहेत याचा आम्हाला खूप अभिमान आहे. या विद्यालयात शिक्षणाबरोबर संस्कार देण्याचे कार्य केले जाते, असे मत व्यक्त केले. (762, 158, 998, 271)
office-name: तहसिलदार तथा तालुका कार्यकारी दंडाधिकारी, अहमदपूर यांचे कार्यालय (1188, 1546, 1438, 1559)
members-note-text: या संकेतस्थळावर बँकेची आर्थिक पत्रके पाहता येतील. (999, 1019, 1193, 1031)
address-line: ADDRESS - BANDHUPREM BUILDING BABA NAGAR, NANDED, MAHARASHTRA- 431602 (538, 1004, 817, 1028)
agenda-item: १) दि. २४-०९-२०२३ रोजी झालेल्या वार्षिक सर्वसाधारण सभेचे इतिवृत्त वाचून कायम करणे. (881, 801, 1211, 813)
notice-paragraph: सदरचे जाहीर प्रगटन हे आज दि. २६/०७/२०२४ रोजी माझ्या सही शिक्का निशी दिले. (400, 1834, 678, 1845)
registration-mark-icon: ⨁ (3, 2440, 20, 2459)
agenda-item: ३) सन २०२३-२४ च्या वैधानिक लेखापरीक्षण अहवालाचे वाचन करून तो स्वीकारणे व दोष दुरुस्ती अहवालास मान्यता देणे. (881, 815, 1481, 842)
official-stamp: शिक्का (764, 1958, 854, 2048)
cmyk-letter: C (21, 6, 31, 19)
notice-paragraph: प्रत :- १ ग्राम पंचायत कार्यालय, शिरूर ताजबंद, ता. अहमदपूर यांना देऊन कळविण्यात येते की, सदरचे प्रगटन त्यांचे नोटीस बोर्डवर डकवून पंचनामा अहवाल या कार्यालयास तात्काळ सादर करण्याची दक्षता घ्यावी. अहवाल मुदतीत प्राप्त न झाल्यास आपली काहीही हरकत नाही असे समजून नियमानुसार पुढील कार्यवाही अनुसरण्यात येईल. (1142, 1854, 1483, 1907)
notice-paragraph: २. अर्जदार :- इंठाळे बिलास प्रभाकर, रा. शिरूर ताजबंद, ता. अहमदपूर यांना देऊन कळविण्यात येते की, सदरच्या जाहीर प्रगटनास दैनिक वृत्तपत्रामध्ये स्वखर्चाने प्रसिद्धी देऊन वृत्तपत्राची प्रत या कार्यालयास सादर करावी. (1142, 1916, 1483, 1955)
email-link[interactable]: email.sarathisamachar786@gmail.com (1243, 54, 1479, 69)
